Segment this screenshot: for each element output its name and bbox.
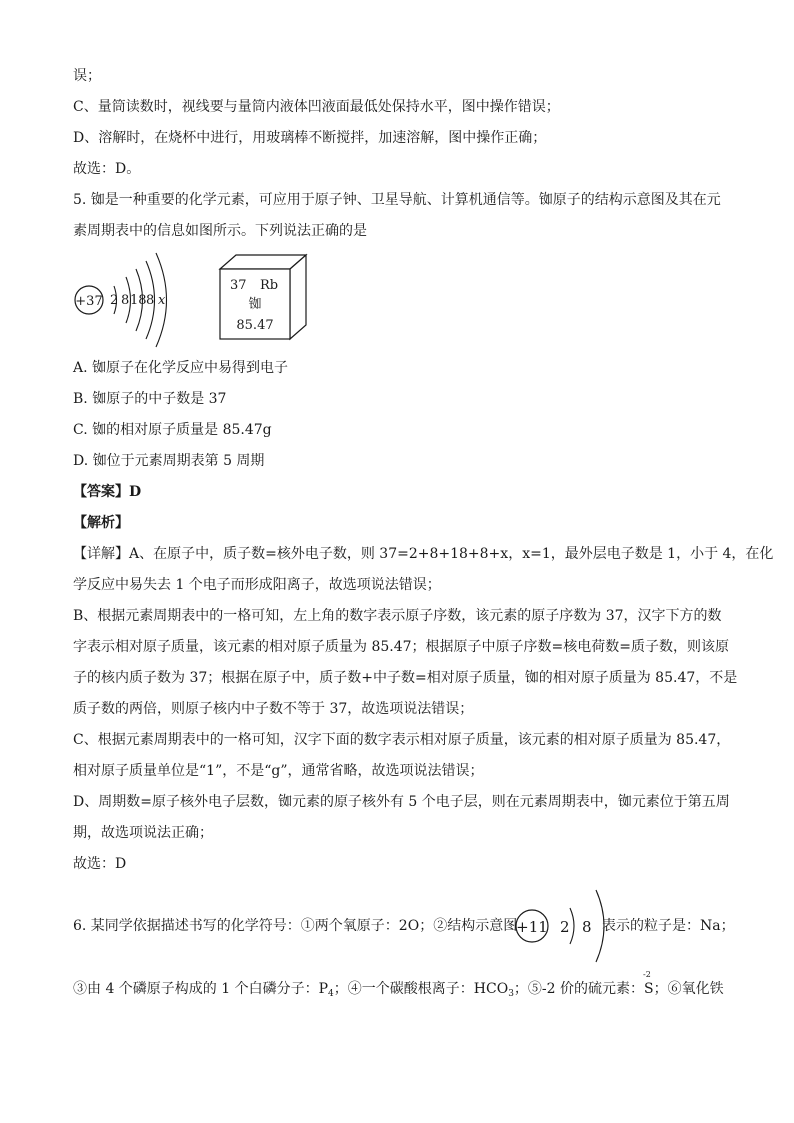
na-shell-1: 2 (560, 918, 570, 936)
rb-shell-3: 18 (130, 293, 147, 308)
question-6-line-2 (73, 970, 724, 1004)
rb-shell-2: 8 (121, 293, 130, 308)
option-d: D. 铷位于元素周期表第 5 周期 (73, 453, 265, 469)
rb-shell-5: x (158, 293, 166, 308)
detail-line: 相对原子质量单位是“1”，不是“g”，通常省略，故选项说法错误； (73, 763, 484, 779)
na-atom-diagram (512, 888, 616, 964)
rb-symbol: Rb (260, 278, 279, 293)
sulfur-valence-label: -2 (643, 970, 651, 979)
detail-line: B、根据元素周期表中的一格可知，左上角的数字表示原子序数，该元素的原子序数为 37，汉字下方的数 (73, 608, 722, 624)
detail-line: D、周期数=原子核外电子层数，铷元素的原子核外有 5 个电子层，则在元素周期表中，铷元素位于第五周 (73, 794, 730, 810)
choose-line: 故选：D (73, 856, 127, 872)
p4-subscript: 4 (328, 989, 334, 999)
question-5-stem: 素周期表中的信息如图所示。下列说法正确的是 (73, 223, 367, 239)
rb-shell-4: 8 (146, 293, 155, 308)
detail-line: 期，故选项说法正确； (73, 825, 213, 841)
q6-text: ；④一个碳酸根离子：HCO (333, 981, 509, 997)
co3-subscript: 3 (508, 989, 514, 999)
rb-nucleus-label: +37 (75, 294, 103, 309)
na-nucleus-label: +11 (516, 918, 548, 936)
text-line: D、溶解时，在烧杯中进行，用玻璃棒不断搅拌，加速溶解，图中操作正确； (73, 130, 547, 146)
na-shell-2: 8 (582, 918, 592, 936)
detail-line: 字表示相对原子质量，该元素的相对原子质量为 85.47；根据原子中原子序数=核电荷数=质子数，则该原 (73, 639, 729, 655)
option-b: B. 铷原子的中子数是 37 (73, 391, 227, 407)
text-line: C、量筒读数时，视线要与量筒内液体凹液面最低处保持水平，图中操作错误； (73, 99, 560, 115)
sulfur-symbol: S (644, 981, 654, 997)
rb-shell-1: 2 (110, 293, 119, 308)
detail-line: 质子数的两倍，则原子核内中子数不等于 37，故选项说法错误； (73, 701, 474, 717)
option-a: A. 铷原子在化学反应中易得到电子 (73, 360, 289, 376)
answer-label: 【答案】D (73, 484, 142, 500)
detail-line: 学反应中易失去 1 个电子而形成阳离子，故选项说法错误； (73, 577, 441, 593)
rb-atomic-mass: 85.47 (236, 318, 274, 333)
detail-line: 子的核内质子数为 37；根据在原子中，质子数+中子数=相对原子质量，铷的相对原子质量为 85.47，不是 (73, 670, 738, 686)
sulfur-valence-symbol (643, 970, 654, 999)
q6-text: ；⑥氧化铁 (653, 981, 724, 997)
rb-chinese-name: 铷 (248, 297, 262, 312)
question-6-stem: 6. 某同学依据描述书写的化学符号：①两个氧原子：2O；②结构示意图 (73, 918, 518, 934)
detail-line: 【详解】A、在原子中，质子数=核外电子数，则 37=2+8+18+8+x，x=1，最外层电子数是 1，小于 4，在化 (73, 546, 774, 562)
question-5-stem: 5. 铷是一种重要的化学元素，可应用于原子钟、卫星导航、计算机通信等。铷原子的结构示意图及其在元 (73, 192, 721, 208)
detail-line: C、根据元素周期表中的一格可知，汉字下面的数字表示相对原子质量，该元素的相对原子质量为 85.47， (73, 732, 731, 748)
text-line: 故选：D。 (73, 161, 141, 177)
option-c: C. 铷的相对原子质量是 85.47g (73, 422, 272, 438)
question-6-stem-continued: 表示的粒子是：Na； (602, 918, 735, 934)
rb-atomic-number: 37 (230, 278, 247, 293)
q6-text: ③由 4 个磷原子构成的 1 个白磷分子：P (73, 981, 329, 997)
rb-atom-diagram (70, 248, 200, 352)
analysis-label: 【解析】 (73, 515, 129, 531)
q6-text: ；⑤-2 价的硫元素： (513, 981, 645, 997)
rb-periodic-cell (218, 253, 310, 341)
text-line: 误； (73, 68, 101, 84)
